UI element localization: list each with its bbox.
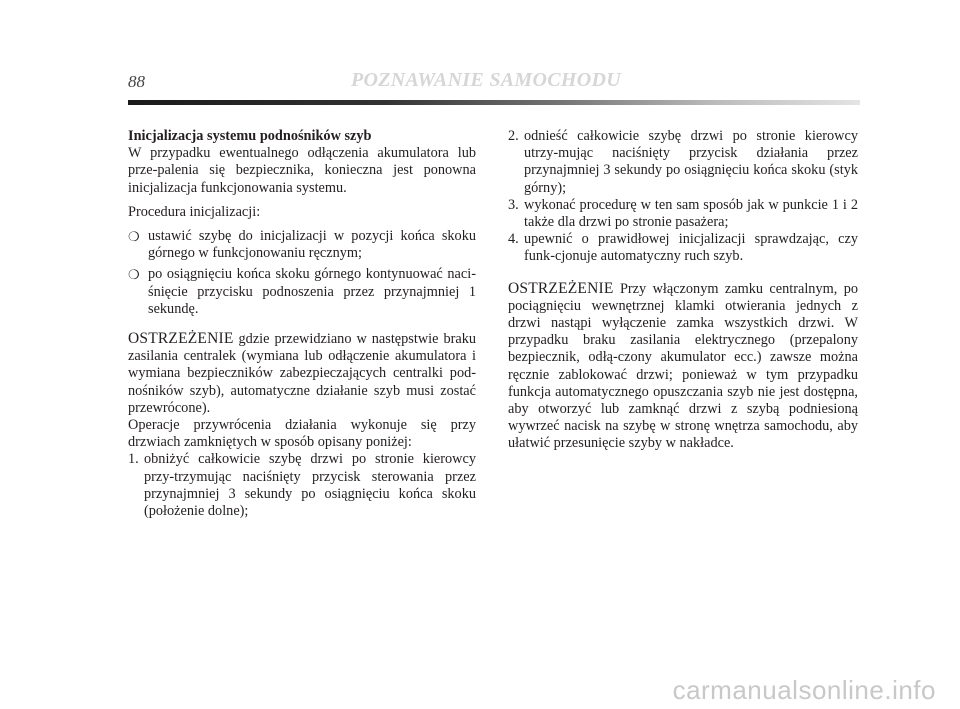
- warning-text: Przy włączonym zamku centralnym, po pociągnięciu wewnętrznej klamki otwierania jednych z drzwi nastąpi wyłączenie zamka wszystkich drzwi. W przypadku braku zasilania elektrycznego (przepalony bezpiecznik, odłą-czony akumulator ecc.) zawsze można ręcznie zablokować drzwi; ponieważ w tym przypadku funkcja automatycznego opuszczania szyb nie jest dostępna, aby otworzyć lub zamknąć drzwi z szybą podniesioną wywrzeć nacisk na szybę w stronę wnętrza samochodu, aby ułatwić przesunięcie szyby w nakładce.: [508, 280, 858, 452]
- list-item: [128, 228, 476, 262]
- section-title: POZNAWANIE SAMOCHODU: [351, 69, 621, 91]
- warning-title: OSTRZEŻENIE: [508, 279, 614, 297]
- step-text: wykonać procedurę w ten sam sposób jak w punkcie 1 i 2 także dla drzwi po stronie pasażera;: [524, 196, 858, 231]
- step-number: 4.: [508, 231, 519, 248]
- page-number: 88: [128, 72, 145, 91]
- header-rule: [128, 100, 860, 105]
- warning-title: OSTRZEŻENIE: [128, 330, 234, 348]
- warning-paragraph: [128, 330, 476, 417]
- page-header: [128, 69, 860, 112]
- step-number: 1.: [128, 451, 139, 468]
- section-heading: Inicjalizacja systemu podnośników szyb: [128, 128, 372, 144]
- warning-text: gdzie przewidziano w następstwie braku zasilania centralek (wymiana lub odłączenie akumulatora i wymiana bezpieczników zabezpieczających centralki pod-nośników szyb), automatyczne działanie szyb musi zostać przewrócone).: [128, 331, 476, 416]
- list-item: [128, 266, 476, 318]
- list-item-text: po osiągnięciu końca skoku górnego kontynuować naci-śnięcie przycisku podnoszenia przez przynajmniej 1 sekundę.: [148, 266, 476, 317]
- numbered-step: [508, 128, 858, 197]
- warning-paragraph: [508, 280, 858, 453]
- step-text: obniżyć całkowicie szybę drzwi po stronie kierowcy przy-trzymując naciśnięty przycisk sterowania przez przynajmniej 3 sekundy po osiągnięciu końca skoku (położenie dolne);: [144, 451, 476, 520]
- bullet-circle-icon: ❍: [128, 229, 140, 245]
- step-text: odnieść całkowicie szybę drzwi po stronie kierowcy utrzy-mując naciśnięty przycisk działania przez przynajmniej 3 sekundy po osiągnięciu końca skoku (styk górny);: [524, 128, 858, 196]
- step-number: 3.: [508, 196, 519, 213]
- watermark: carmanualsonline.info: [672, 675, 936, 705]
- restore-paragraph: Operacje przywrócenia działania wykonuje się przy drzwiach zamkniętych w sposób opisany poniżej:: [128, 417, 476, 451]
- list-item-text: ustawić szybę do inicjalizacji w pozycji końca skoku górnego w funkcjonowaniu ręcznym;: [148, 228, 476, 262]
- left-column: [128, 128, 476, 520]
- numbered-step: [508, 231, 858, 265]
- procedure-label: Procedura inicjalizacji:: [128, 203, 261, 220]
- right-column: [508, 128, 858, 453]
- numbered-step: [508, 197, 858, 231]
- intro-paragraph: W przypadku ewentualnego odłączenia akumulatora lub prze-palenia się bezpiecznika, konieczna jest ponowna inicjalizacja funkcjonowania systemu.: [128, 145, 476, 196]
- step-number: 2.: [508, 128, 519, 144]
- numbered-step: [128, 451, 476, 520]
- step-text: upewnić o prawidłowej inicjalizacji sprawdzając, czy funk-cjonuje automatyczny ruch szyb.: [524, 231, 858, 265]
- bullet-circle-icon: ❍: [128, 267, 140, 283]
